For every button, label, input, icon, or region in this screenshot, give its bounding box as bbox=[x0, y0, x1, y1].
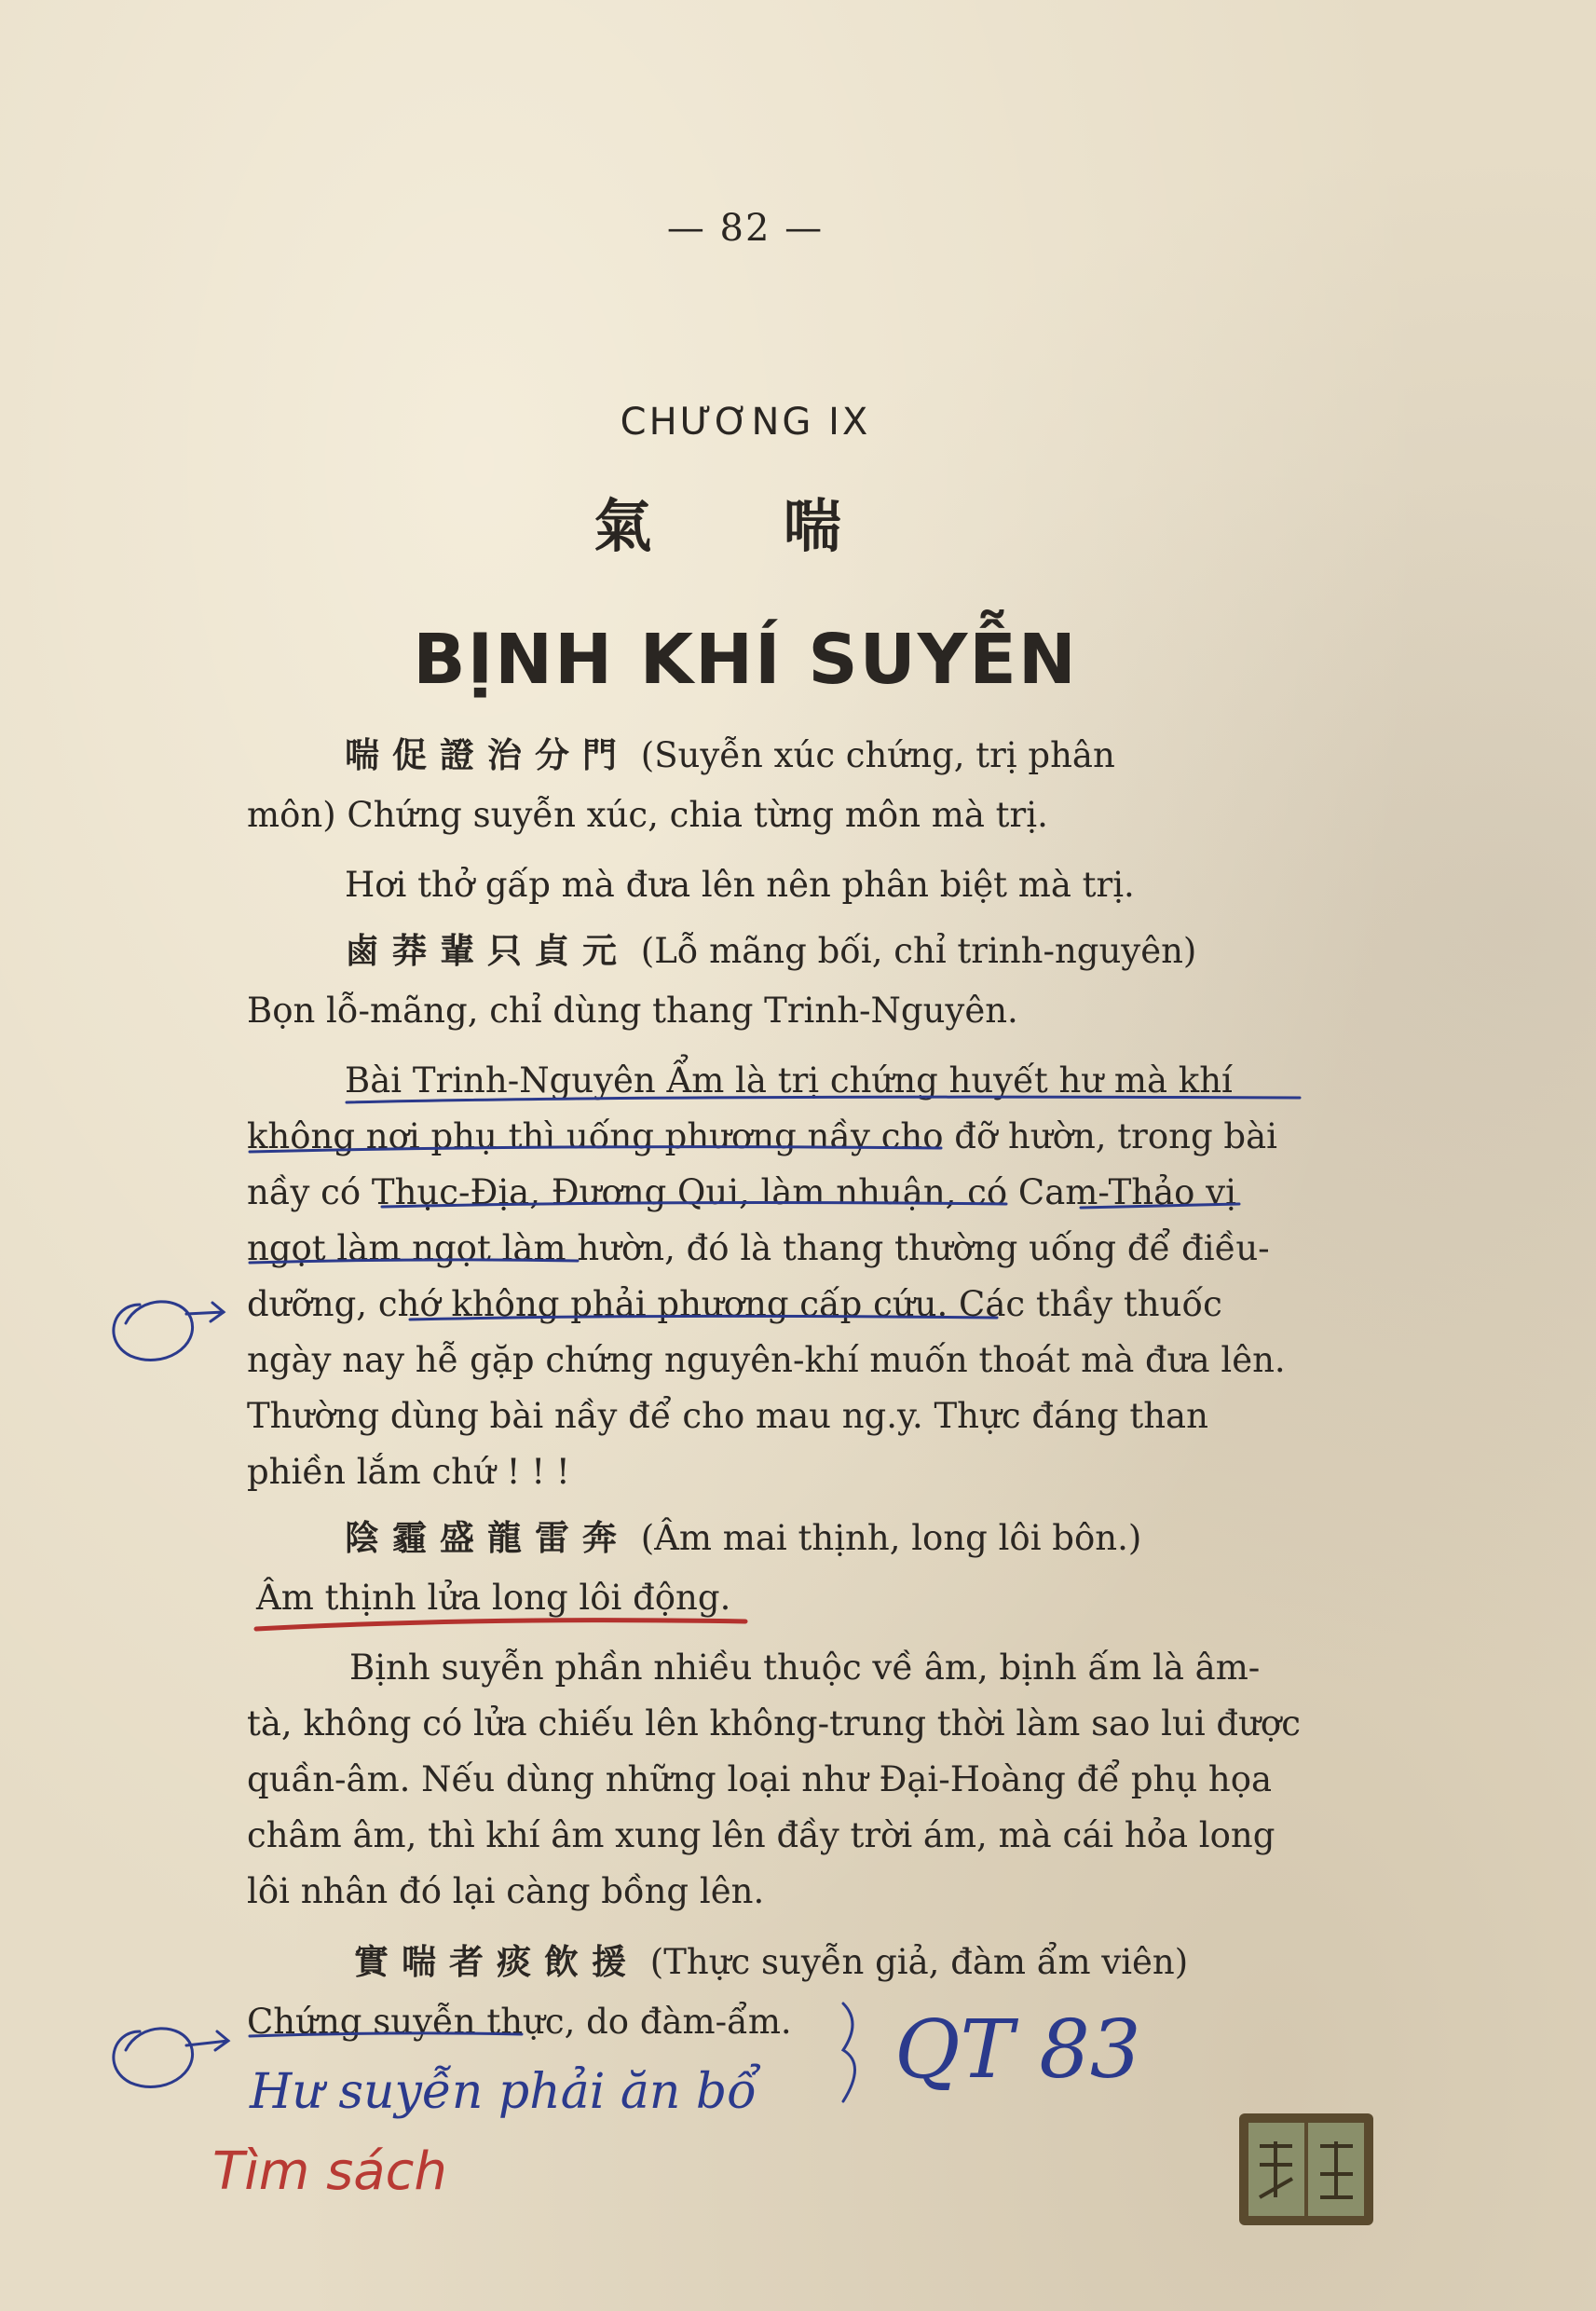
underline-5 bbox=[250, 1260, 578, 1263]
section-1-line-2: môn) Chứng suyễn xúc, chia từng môn mà trị. bbox=[247, 795, 1048, 835]
circle-mark-1 bbox=[114, 1302, 224, 1361]
para-1-line-7: Thường dùng bài nầy để cho mau ng.y. Thực đáng than bbox=[247, 1396, 1208, 1436]
book-icon bbox=[1232, 2104, 1381, 2235]
para-2-line-1: Bịnh suyễn phần nhiều thuộc về âm, bịnh ấm là âm- bbox=[349, 1648, 1261, 1688]
para-1-line-4: ngọt làm ngọt làm hườn, đó là thang thường uống để điều- bbox=[247, 1228, 1270, 1268]
section-5-chinese: 陰霾盛龍雷奔 bbox=[345, 1517, 630, 1558]
section-7-reading: (Thực suyễn giả, đàm ẩm viên) bbox=[639, 1942, 1189, 1982]
section-2-text: Hơi thở gấp mà đưa lên nên phân biệt mà trị. bbox=[345, 865, 1135, 905]
section-7-chinese: 實喘者痰飲援 bbox=[354, 1941, 639, 1982]
section-3-chinese: 鹵莽輩只貞元 bbox=[345, 930, 630, 971]
para-1-line-5: dưỡng, chớ không phải phương cấp cứu. Các thầy thuốc bbox=[247, 1284, 1222, 1324]
section-1-chinese: 喘促證治分門 bbox=[345, 734, 630, 775]
section-5-reading: (Âm mai thịnh, long lôi bôn.) bbox=[630, 1518, 1142, 1558]
section-3-line-2: Bọn lỗ-mãng, chỉ dùng thang Trinh-Nguyên. bbox=[247, 991, 1018, 1031]
underline-1 bbox=[347, 1097, 1300, 1102]
section-1-reading: (Suyễn xúc chứng, trị phân bbox=[630, 735, 1115, 775]
underline-3 bbox=[382, 1203, 1006, 1207]
circle-mark-2 bbox=[114, 2029, 228, 2087]
section-7-line-2: Chứng suyễn thực, do đàm-ẩm. bbox=[247, 2002, 792, 2042]
para-1-line-1: Bài Trinh-Nguyên Ẩm là trị chứng huyết hư mà khí bbox=[345, 1060, 1233, 1101]
chapter-heading: CHƯƠNG IX bbox=[620, 401, 871, 444]
para-1-line-6: ngày nay hễ gặp chứng nguyên-khí muốn thoát mà đưa lên. bbox=[247, 1340, 1286, 1380]
chinese-title: 氣 喘 bbox=[593, 492, 897, 560]
underline-6 bbox=[410, 1316, 997, 1320]
red-underline bbox=[256, 1620, 745, 1629]
underline-4 bbox=[1081, 1204, 1239, 1208]
handwritten-note: Hư suyễn phải ăn bổ bbox=[250, 2064, 757, 2120]
underline-2 bbox=[250, 1147, 941, 1152]
para-2-line-5: lôi nhân đó lại càng bồng lên. bbox=[247, 1871, 765, 1911]
para-1-line-8: phiền lắm chứ ! ! ! bbox=[247, 1452, 570, 1492]
watermark-logo: Tìm sách bbox=[212, 2141, 447, 2202]
section-5-line-2: Âm thịnh lửa long lôi động. bbox=[256, 1578, 731, 1618]
para-2-line-2: tà, không có lửa chiếu lên không-trung thời làm sao lui được bbox=[247, 1703, 1301, 1744]
para-1-line-2: không nơi phụ thì uống phương nầy cho đỡ hườn, trong bài bbox=[247, 1116, 1277, 1156]
page-number: — 82 — bbox=[666, 207, 825, 250]
section-3-reading: (Lỗ mãng bối, chỉ trinh-nguyên) bbox=[630, 931, 1197, 971]
underline-7 bbox=[250, 2033, 522, 2036]
page-title: BỊNH KHÍ SUYỄN bbox=[413, 620, 1078, 700]
brace-mark bbox=[843, 2003, 855, 2101]
para-1-line-3: nầy có Thục-Địa, Đương Qui, làm nhuận, có Cam-Thảo vị bbox=[247, 1172, 1236, 1212]
para-2-line-4: châm âm, thì khí âm xung lên đầy trời ám, mà cái hỏa long bbox=[247, 1815, 1275, 1855]
handwritten-reference: QT 83 bbox=[894, 2003, 1141, 2097]
para-2-line-3: quần-âm. Nếu dùng những loại như Đại-Hoàng để phụ họa bbox=[247, 1759, 1273, 1799]
